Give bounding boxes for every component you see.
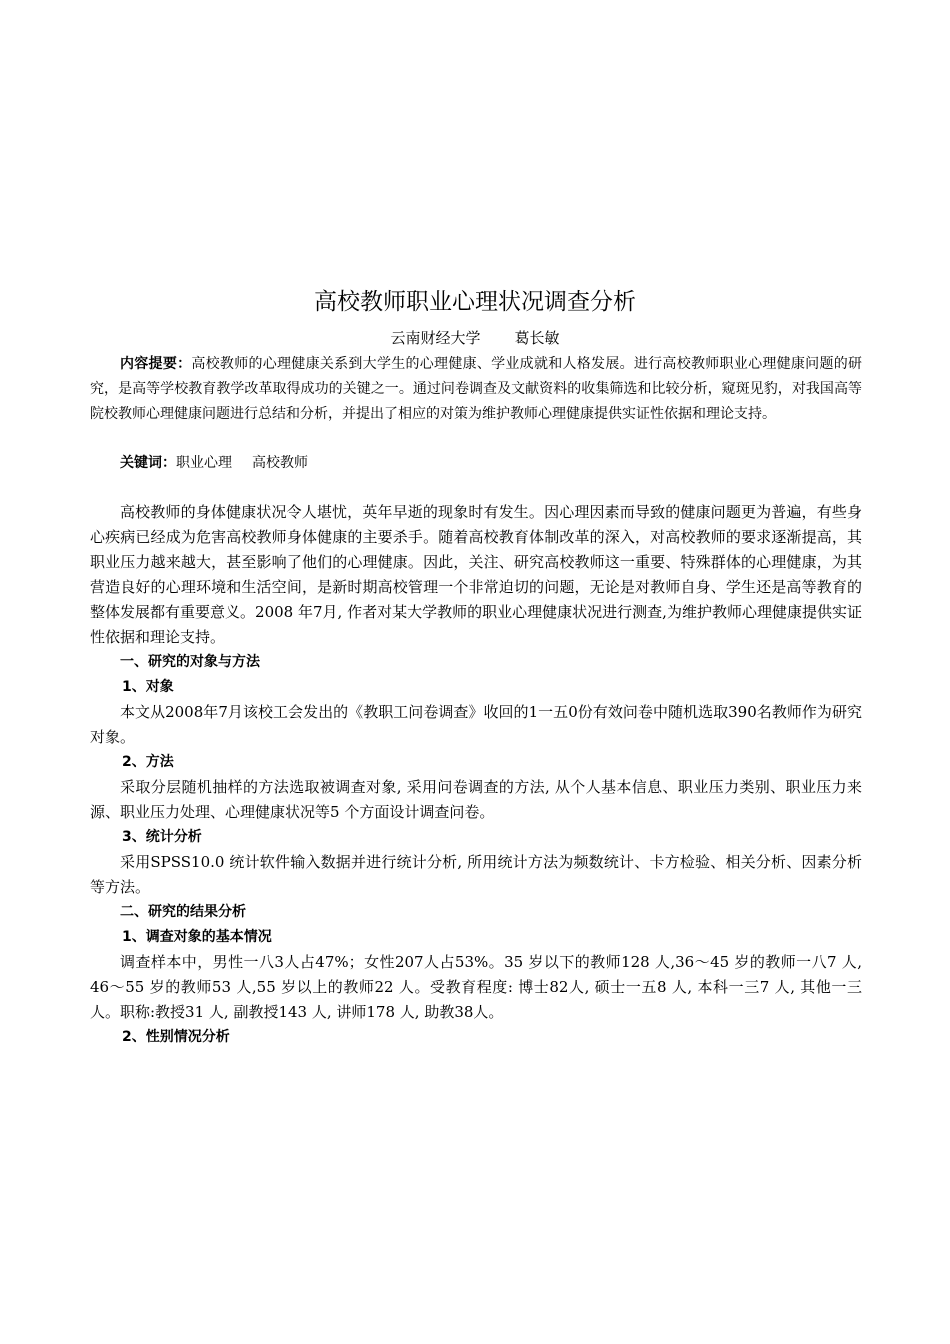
abstract-text: 高校教师的心理健康关系到大学生的心理健康、学业成就和人格发展。进行高校教师职业心理健康问题的研究，是高等学校教育教学改革取得成功的关键之一。通过问卷调查及文献资料的收集筛选和比较分析，窥斑见豹，对我国高等院校教师心理健康问题进行总结和分析，并提出了相应的对策为维护教师心理健康提供实证性依据和理论支持。	[90, 356, 862, 422]
subsection-heading: 3、统计分析	[122, 829, 202, 845]
subsection-heading: 2、性别情况分析	[122, 1029, 230, 1045]
abstract-paragraph	[90, 352, 862, 427]
section-heading: 一、研究的对象与方法	[120, 654, 260, 670]
subsection-heading: 1、对象	[122, 679, 174, 695]
keyword: 职业心理	[176, 455, 232, 471]
intro-paragraph: 高校教师的身体健康状况令人堪忧，英年早逝的现象时有发生。因心理因素而导致的健康问题更为普遍，有些身心疾病已经成为危害高校教师身体健康的主要杀手。随着高校教育体制改革的深入，对高校教师的要求逐渐提高，其职业压力越来越大，甚至影响了他们的心理健康。因此，关注、研究高校教师这一重要、特殊群体的心理健康，为其营造良好的心理环境和生活空间，是新时期高校管理一个非常迫切的问题，无论是对教师自身、学生还是高等教育的整体发展都有重要意义。2008 年7月, 作者对某大学教师的职业心理健康状况进行测查,为维护教师心理健康提供实证性依据和理论支持。	[90, 503, 862, 646]
subsection-heading: 2、方法	[122, 754, 174, 770]
keywords-label: 关键词：	[120, 455, 176, 471]
author-name: 葛长敏	[514, 329, 560, 347]
abstract	[90, 352, 862, 427]
author-affiliation: 云南财经大学	[390, 329, 481, 347]
keyword: 高校教师	[252, 455, 308, 471]
abstract-label: 内容提要：	[120, 356, 192, 372]
document-body	[90, 500, 862, 1050]
paragraph: 采用SPSS10.0 统计软件输入数据并进行统计分析, 所用统计方法为频数统计、卡方检验、相关分析、因素分析等方法。	[90, 853, 862, 896]
section-heading: 二、研究的结果分析	[120, 904, 246, 920]
paragraph: 调查样本中，男性一八3人占47%；女性207人占53%。35 岁以下的教师128 人,36～45 岁的教师一八7 人, 46～55 岁的教师53 人,55 岁以上的教师22 人。受教育程度: 博士82人, 硕士一五8 人, 本科一三7 人, 其他一三 人。职称:教授31 人, 副教授143 人, 讲师178 人, 助教38人。	[90, 953, 862, 1021]
paragraph: 本文从2008年7月该校工会发出的《教职工问卷调查》收回的1一五0份有效问卷中随机选取390名教师作为研究对象。	[90, 703, 862, 746]
subsection-heading: 1、调查对象的基本情况	[122, 929, 272, 945]
author-line	[0, 327, 950, 349]
document-title: 高校教师职业心理状况调查分析	[314, 289, 636, 315]
keywords	[90, 451, 892, 475]
paragraph: 采取分层随机抽样的方法选取被调查对象, 采用问卷调查的方法, 从个人基本信息、职业压力类别、职业压力来源、职业压力处理、心理健康状况等5 个方面设计调查问卷。	[90, 778, 862, 821]
